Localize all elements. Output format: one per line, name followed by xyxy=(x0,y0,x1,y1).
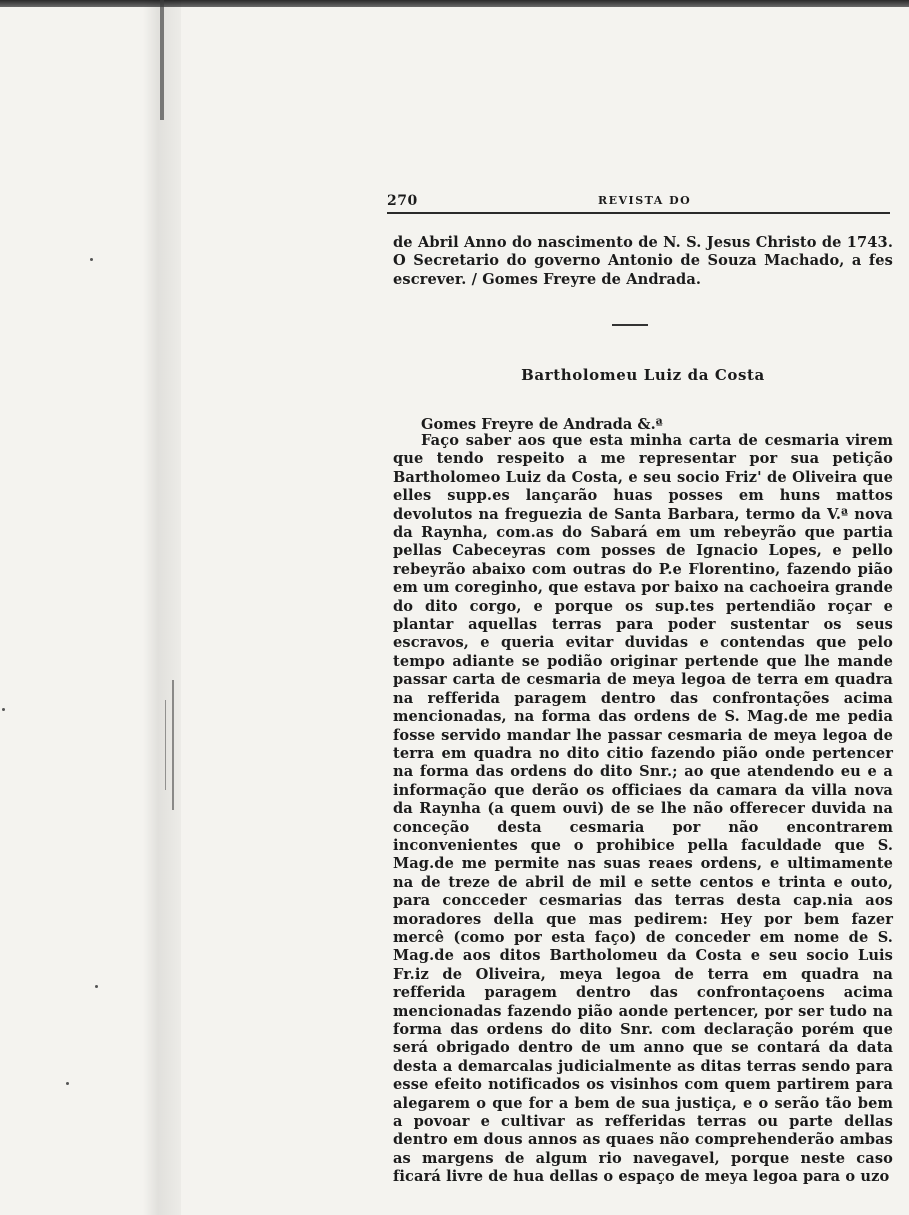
scan-speck xyxy=(66,1082,69,1085)
scan-speck xyxy=(90,258,93,261)
header-rule xyxy=(387,212,890,214)
scan-top-edge xyxy=(0,0,909,7)
running-title: REVISTA DO xyxy=(598,194,692,207)
book-gutter-shadow xyxy=(143,0,181,1215)
gutter-mark xyxy=(165,700,166,790)
intro-text: de Abril Anno do nascimento de N. S. Jesus Christo de 1743. O Secretario do governo Antonio de Souza Machado, a fes escrever. / Gomes Freyre de Andrada. xyxy=(393,234,893,288)
section-separator xyxy=(612,324,648,326)
scan-speck xyxy=(95,985,98,988)
gutter-mark xyxy=(172,680,174,810)
body-text: Faço saber aos que esta minha carta de cesmaria virem que tendo respeito a me representar por sua petição Bartholomeo Luiz da Costa, e seu socio Friz' de Oliveira que elles supp.es lançarão huas posses em huns mattos devolutos na freguezia de Santa Barbara, termo da V.ª nova da Raynha, com.as do Sabará em um rebeyrão que partia pellas Cabeceyras com posses de Ignacio Lopes, e pello rebeyrão abaixo com outras do P.e Florentino, fazendo pião em um coreginho, que estava por baixo na cachoeira grande do dito corgo, e porque os sup.tes pertendião roçar e plantar aquellas terras para poder sustentar os seus escravos, e queria evitar duvidas e contendas que pelo tempo adiante se podião originar pertende que lhe mande passar carta de cesmaria de meya legoa de terra em quadra na refferida paragem dentro das confrontações acima mencionadas, na forma das ordens de S. Mag.de me pedia fosse servido mandar lhe passar cesmaria de meya legoa de terra em quadra no dito citio fazendo pião onde pertencer na forma das ordens do dito Snr.; ao que atendendo eu e a informação que derão os officiaes da camara da villa nova da Raynha (a quem ouvi) de se lhe não offerecer duvida na conceção desta cesmaria por não encontrarem inconvenientes que o prohibice pella faculdade que S. Mag.de me permite nas suas reaes ordens, e ultimamente na de treze de abril de mil e sette centos e trinta e outo, para concceder cesmarias das terras desta cap.nia aos moradores della que mas pedirem: Hey por bem fazer mercê (como por esta faço) de conceder em nome de S. Mag.de aos ditos Bartholomeu da Costa e seu socio Luis Fr.iz de Oliveira, meya legoa de terra em quadra na refferida paragem dentro das confrontaçoens acima mencionadas fazendo pião aonde pertencer, por ser tudo na forma das ordens do dito Snr. com declaração porém que será obrigado dentro de um anno que se contará da data desta a demarcalas judicialmente as ditas terras sendo para esse efeito notificados os visinhos com quem partirem para alegarem o que for a bem de sua justiça, e o serão tão bem a povoar e cultivar as refferidas terras ou parte dellas dentro em dous annos as quaes não comprehenderão ambas as margens de algum rio navegavel, porque neste caso ficará livre de hua dellas o espaço de meya legoa para o uzo xyxy=(393,432,893,1186)
scan-speck xyxy=(2,708,5,711)
gutter-mark xyxy=(160,0,164,120)
page-number: 270 xyxy=(387,193,418,209)
salutation: Gomes Freyre de Andrada &.ª xyxy=(421,416,663,433)
body-paragraph xyxy=(393,432,893,1187)
section-title: Bartholomeu Luiz da Costa xyxy=(521,366,765,384)
intro-paragraph xyxy=(393,234,893,289)
